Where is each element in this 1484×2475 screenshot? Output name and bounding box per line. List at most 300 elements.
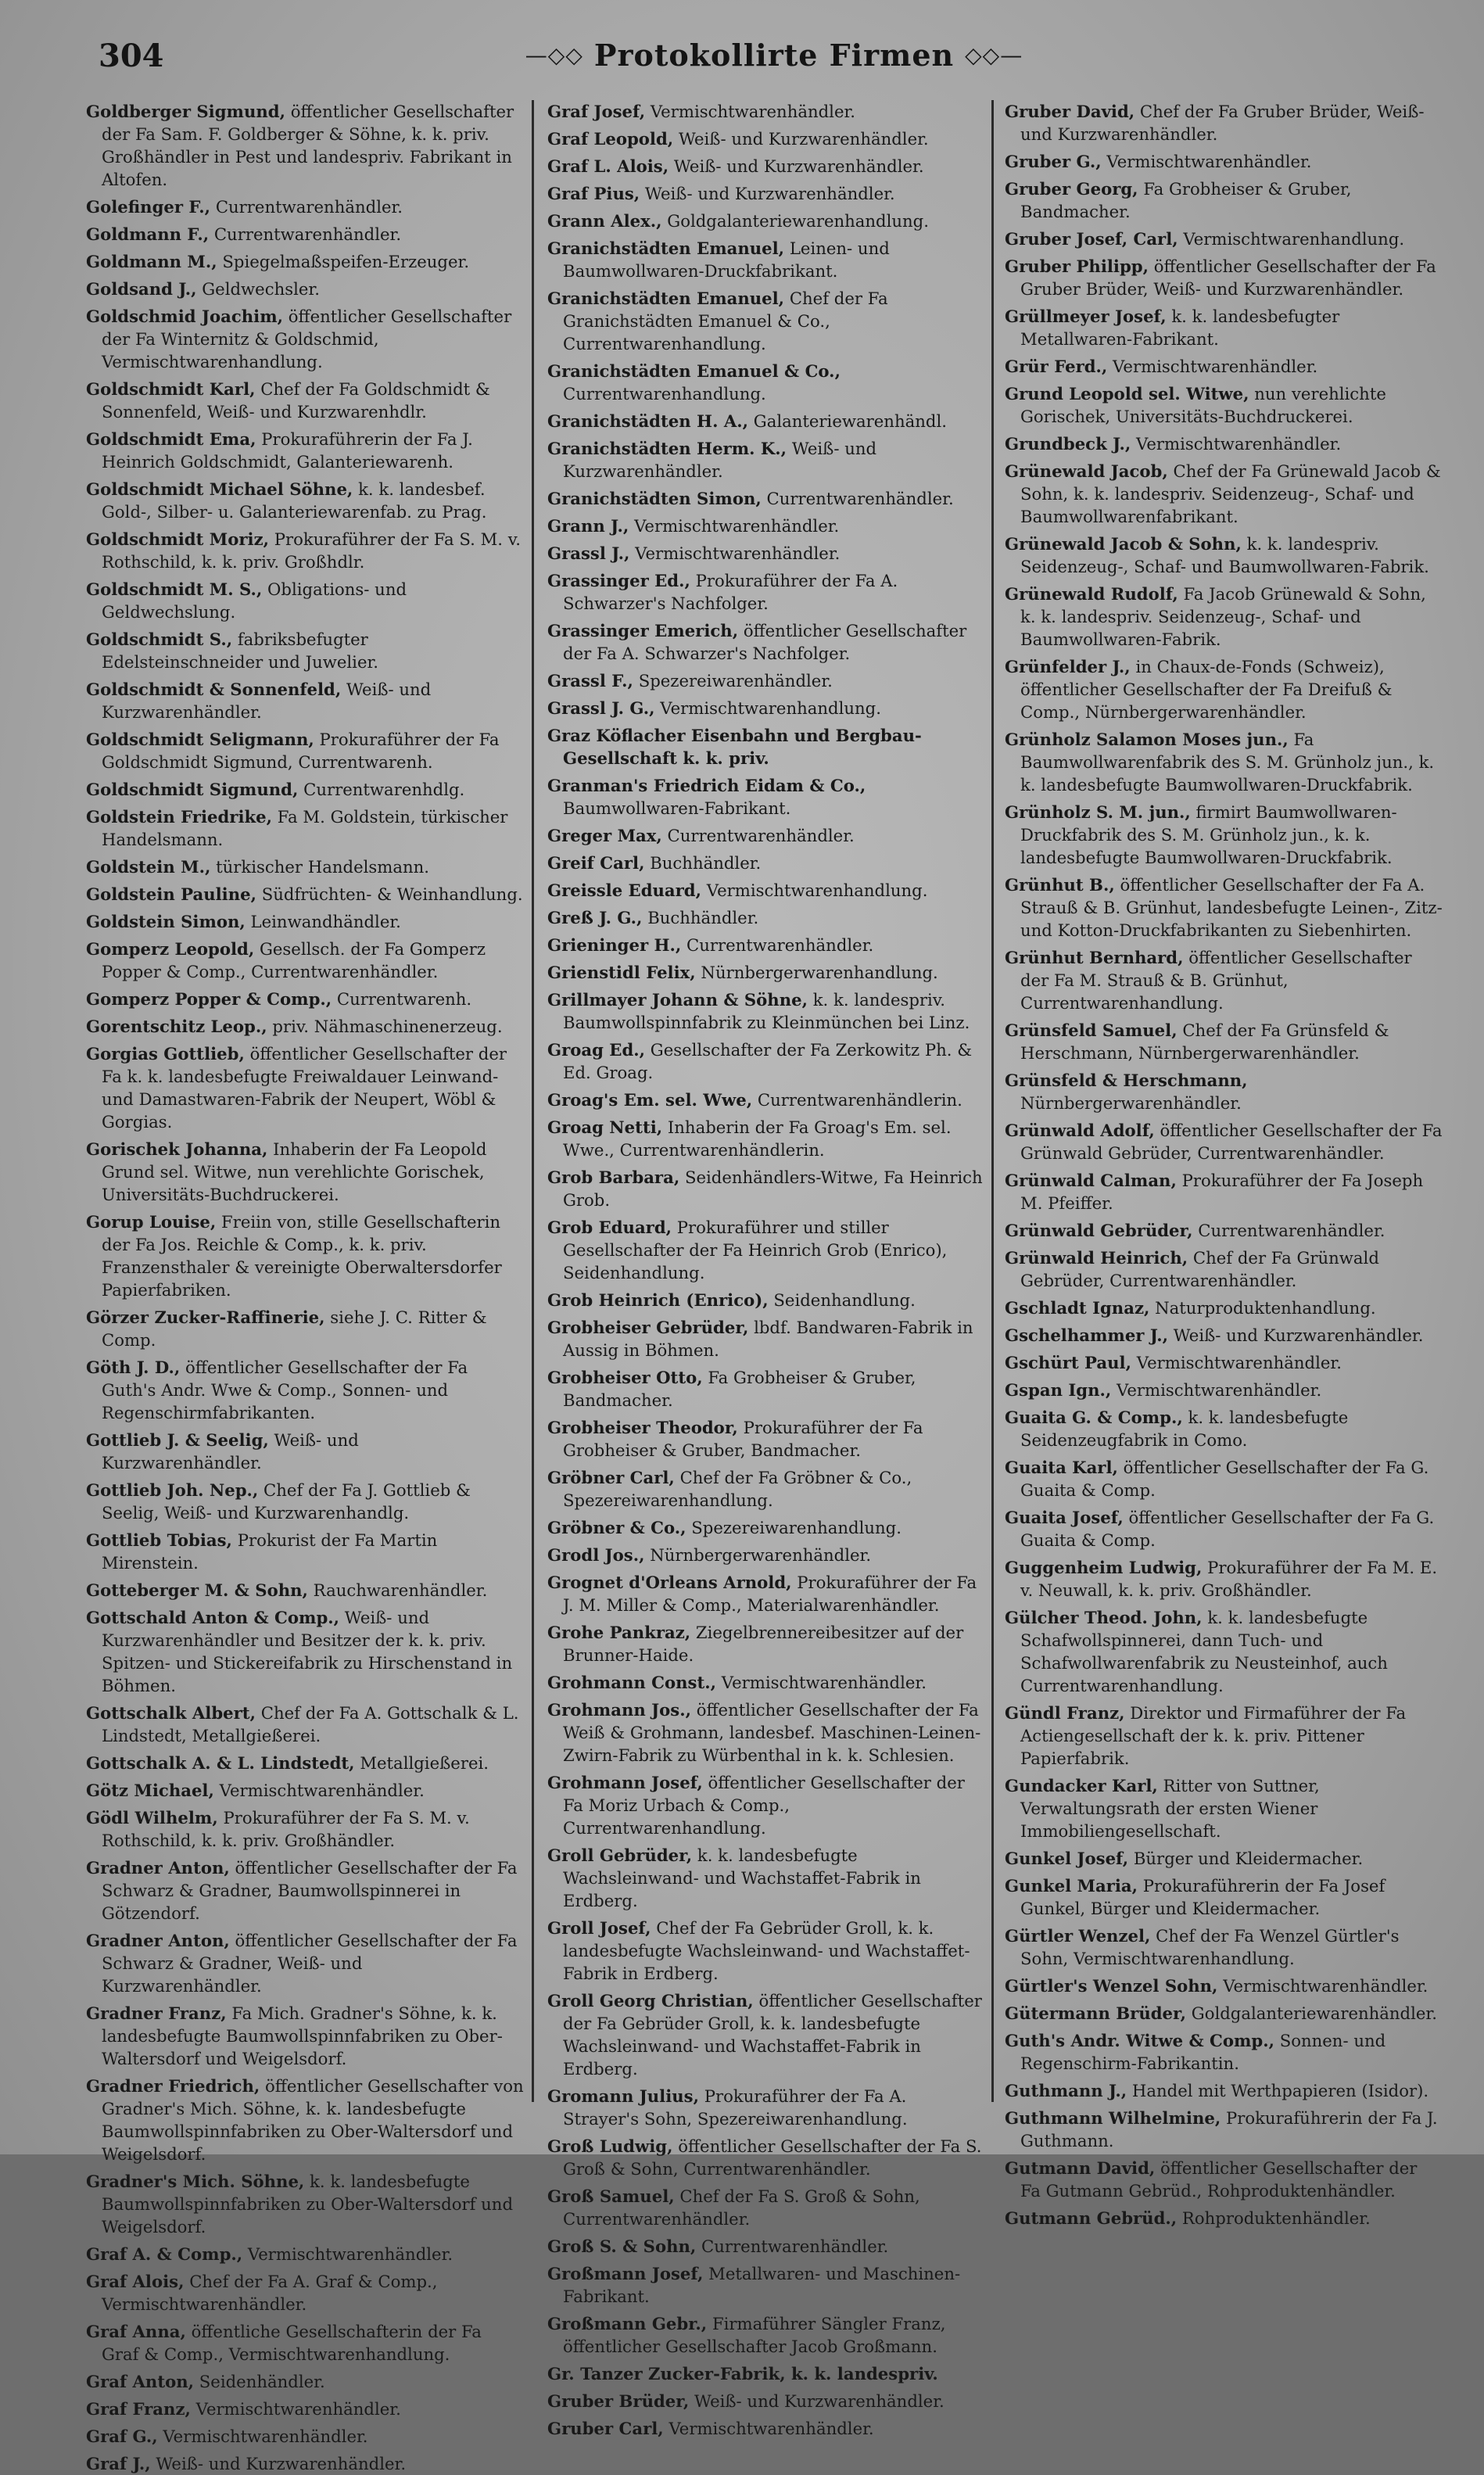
directory-entry <box>86 1479 524 1524</box>
directory-entry <box>86 628 524 673</box>
entry-description: Currentwarenhändler. <box>215 197 403 217</box>
firm-name: Graf G., <box>86 2427 158 2446</box>
directory-entry <box>1005 1456 1443 1501</box>
entry-description: Geldwechsler. <box>202 279 320 299</box>
entry-description: Südfrüchten- & Weinhandlung. <box>261 884 523 904</box>
firm-name: Grieninger H., <box>547 935 682 955</box>
firm-name: Grohmann Jos., <box>547 1700 691 1720</box>
directory-entry <box>547 852 985 874</box>
firm-name: Guaita Karl, <box>1005 1458 1118 1477</box>
directory-entry <box>547 988 985 1034</box>
firm-name: Granichstädten Emanuel & Co., <box>547 361 841 381</box>
firm-name: Großmann Gebr., <box>547 2314 708 2333</box>
firm-name: Groag's Em. sel. Wwe, <box>547 1090 753 1110</box>
directory-entry <box>547 2185 985 2230</box>
directory-entry <box>547 1166 985 1211</box>
firm-name: Greif Carl, <box>547 853 645 873</box>
firm-name: Guthmann J., <box>1005 2081 1127 2100</box>
firm-name: Grünwald Adolf, <box>1005 1121 1155 1140</box>
entry-description: Prokuraführer der Fa S. M. v. Rothschild, k. k. priv. Großhändler. <box>102 1808 470 1850</box>
firm-name: Goldmann F., <box>86 224 210 244</box>
entry-description: Currentwarenhändler. <box>701 2236 889 2256</box>
directory-entry <box>547 906 985 929</box>
directory-entry <box>86 578 524 623</box>
firm-name: Gruber David, <box>1005 102 1135 121</box>
firm-name: Großmann Josef, <box>547 2264 704 2283</box>
entry-description: Prokuraführer der Fa S. M. v. Rothschild, k. k. priv. Großhdlr. <box>102 529 521 572</box>
firm-name: Graf Pius, <box>547 184 640 203</box>
directory-entry <box>547 2135 985 2180</box>
firm-name: Görzer Zucker-Raffinerie, <box>86 1307 325 1327</box>
firm-name: Gottschalk A. & L. Lindstedt, <box>86 1753 355 1773</box>
entry-description: Chef der Fa A. Gottschalk & L. Lindstedt, Metallgießerei. <box>102 1703 519 1745</box>
entry-description: Chef der Fa Grünwald Gebrüder, Currentwarenhändler. <box>1020 1248 1379 1290</box>
entry-description: öffentlicher Gesellschafter der Fa A. Schwarzer's Nachfolger. <box>563 621 967 663</box>
directory-entry <box>86 910 524 933</box>
entry-description: Vermischtwarenhändler. <box>634 516 840 536</box>
directory-entry <box>86 883 524 906</box>
firm-name: Gutmann Gebrüd., <box>1005 2208 1178 2228</box>
firm-name: Grassinger Emerich, <box>547 621 739 640</box>
entry-description: Prokuraführerin der Fa J. Heinrich Goldschmidt, Galanteriewarenh. <box>102 429 473 472</box>
firm-name: Grünhut B., <box>1005 875 1115 895</box>
firm-name: Gottlieb Joh. Nep., <box>86 1480 259 1500</box>
directory-entry <box>1005 1379 1443 1401</box>
firm-name: Gomperz Popper & Comp., <box>86 989 332 1009</box>
entry-description: Gesellschafter der Fa Zerkowitz Ph. & Ed. Groag. <box>563 1040 973 1082</box>
entry-description: Prokuraführer und stiller Gesellschafter der Fa Heinrich Grob (Enrico), Seidenhandlung. <box>563 1218 948 1282</box>
directory-entry <box>547 879 985 902</box>
firm-name: Grillmayer Johann & Söhne, <box>547 990 808 1010</box>
directory-entry <box>86 1606 524 1697</box>
directory-entry <box>86 2398 524 2420</box>
directory-entry <box>1005 1606 1443 1697</box>
firm-name: Gspan Ign., <box>1005 1380 1112 1400</box>
entry-description: Weiß- und Kurzwarenhändler und Besitzer der k. k. priv. Spitzen- und Stickereifabrik zu Hirschenstand in Böhmen. <box>102 1608 513 1695</box>
firm-name: Gradner Anton, <box>86 1931 230 1950</box>
entry-description: k. k. landesbef. Gold-, Silber- u. Galanteriewarenfab. zu Prag. <box>102 479 487 522</box>
directory-entry <box>86 1429 524 1474</box>
entry-description: Leinen- und Baumwollwaren-Druckfabrikant. <box>563 239 890 281</box>
entry-description: öffentlicher Gesellschafter der Fa Weiß & Grohmann, landesbef. Maschinen-Leinen-Zwirn-Fabrik zu Würbenthal in k. k. Schlesien. <box>563 1700 981 1765</box>
entry-description: Chef der Fa Granichstädten Emanuel & Co., Currentwarenhandlung. <box>563 289 888 353</box>
directory-entry <box>1005 1406 1443 1451</box>
directory-entry <box>547 961 985 984</box>
directory-entry <box>86 250 524 273</box>
entry-description: öffentlicher Gesellschafter der Fa Gebrüder Groll, k. k. landesbefugte Wachsleinwand- und Wachstaffet-Fabrik in Erdberg. <box>563 1991 982 2079</box>
firm-name: Granichstädten Emanuel, <box>547 239 785 258</box>
directory-entry <box>86 1806 524 1852</box>
entry-description: Naturproduktenhandlung. <box>1155 1298 1376 1318</box>
directory-entry <box>547 1416 985 1462</box>
entry-description: Chef der Fa Goldschmidt & Sonnenfeld, Weiß- und Kurzwarenhdlr. <box>102 379 490 421</box>
entry-description: Gesellsch. der Fa Gomperz Popper & Comp., Currentwarenhändler. <box>102 939 486 981</box>
entry-description: Weiß- und Kurzwarenhändler. <box>156 2454 407 2473</box>
directory-entry <box>1005 150 1443 173</box>
directory-entry <box>1005 1219 1443 1242</box>
firm-name: Grünwald Gebrüder, <box>1005 1221 1193 1240</box>
entry-description: siehe J. C. Ritter & Comp. <box>102 1307 487 1350</box>
entry-description: Inhaberin der Fa Groag's Em. sel. Wwe., Currentwarenhändlerin. <box>563 1117 952 1160</box>
ornament-right: ◇◇— <box>965 42 1023 68</box>
firm-name: Grünholz Salamon Moses jun., <box>1005 730 1289 749</box>
entry-description: öffentlicher Gesellschafter der Fa Moriz Urbach & Comp., Currentwarenhandlung. <box>563 1773 965 1838</box>
directory-entry <box>547 360 985 405</box>
entry-description: Nürnbergerwarenhandlung. <box>701 963 938 982</box>
directory-entry <box>86 1306 524 1351</box>
directory-entry <box>1005 1975 1443 1997</box>
firm-name: Groag Ed., <box>547 1040 646 1060</box>
entry-description: Goldgalanteriewarenhandlung. <box>667 211 929 231</box>
firm-name: Gülcher Theod. John, <box>1005 1608 1203 1627</box>
entry-description: Vermischtwarenhändler. <box>1136 434 1342 454</box>
directory-entry <box>86 1138 524 1206</box>
firm-name: Goldsand J., <box>86 279 197 299</box>
firm-name: Gütermann Brüder, <box>1005 2003 1187 2023</box>
directory-entry <box>1005 2002 1443 2025</box>
entry-description: Seidenhandlung. <box>773 1290 916 1310</box>
entry-description: öffentlicher Gesellschafter der Fa Sam. F. Goldberger & Söhne, k. k. priv. Großhändler in Pest und landespriv. Fabrikant in Altofen. <box>102 102 514 189</box>
firm-name: Gradner Friedrich, <box>86 2076 260 2096</box>
entry-description: Vermischtwarenhändler. <box>219 1781 425 1800</box>
entry-description: Vermischtwarenhändler. <box>635 543 841 563</box>
entry-description: Currentwarenhdlg. <box>303 780 465 799</box>
directory-entry <box>86 378 524 423</box>
directory-entry <box>1005 1297 1443 1319</box>
directory-entry <box>86 855 524 878</box>
directory-entry <box>547 774 985 820</box>
entry-description: Currentwarenhändler. <box>1198 1221 1385 1240</box>
entry-description: Inhaberin der Fa Leopold Grund sel. Witwe, nun verehlichte Gorischek, Universitäts-Buchdruckerei. <box>102 1139 487 1204</box>
firm-name: Goldschmidt Ema, <box>86 429 256 449</box>
firm-name: Groll Gebrüder, <box>547 1845 693 1865</box>
firm-name: Graz Köflacher Eisenbahn und Bergbau-Gesellschaft k. k. priv. <box>547 726 922 768</box>
firm-name: Goldschmidt Michael Söhne, <box>86 479 353 499</box>
entry-description: Currentwarenhändler. <box>667 826 855 845</box>
directory-entry <box>1005 873 1443 942</box>
firm-name: Gundacker Karl, <box>1005 1776 1158 1795</box>
directory-entry <box>547 1289 985 1311</box>
directory-entry <box>86 778 524 801</box>
firm-name: Grünewald Rudolf, <box>1005 584 1178 604</box>
firm-name: Gruber G., <box>1005 152 1102 171</box>
entry-description: fabriksbefugter Edelsteinschneider und Juwelier. <box>102 630 379 672</box>
entry-description: Weiß- und Kurzwarenhändler. <box>1173 1325 1424 1345</box>
entry-description: Metallgießerei. <box>360 1753 489 1773</box>
directory-entry <box>547 515 985 537</box>
entry-description: Vermischtwarenhändler. <box>650 102 856 121</box>
entry-description: Sonnen- und Regenschirm-Fabrikantin. <box>1020 2031 1386 2073</box>
firm-name: Groag Netti, <box>547 1117 663 1137</box>
directory-entry <box>547 1216 985 1284</box>
directory-entry <box>547 542 985 565</box>
firm-name: Granman's Friedrich Eidam & Co., <box>547 776 866 795</box>
firm-name: Gschürt Paul, <box>1005 1353 1131 1372</box>
entry-description: Goldgalanteriewarenhändler. <box>1191 2003 1437 2023</box>
directory-entry <box>86 2320 524 2366</box>
directory-entry <box>86 2002 524 2070</box>
firm-name: Goldstein Friedrike, <box>86 807 273 827</box>
entry-description: Weiß- und Kurzwarenhändler. <box>673 156 924 176</box>
firm-name: Gunkel Maria, <box>1005 1876 1138 1896</box>
directory-entry <box>547 2390 985 2412</box>
entry-description: Vermischtwarenhändler. <box>195 2399 401 2419</box>
directory-entry <box>1005 1246 1443 1292</box>
firm-name: Grür Ferd., <box>1005 357 1108 376</box>
firm-name: Grassinger Ed., <box>547 571 690 590</box>
entry-description: in Chaux-de-Fonds (Schweiz), öffentlicher Gesellschafter der Fa Dreifuß & Comp., Nürnbergerwarenhändler. <box>1020 657 1393 722</box>
directory-entry <box>547 1771 985 1839</box>
directory-entry <box>86 195 524 218</box>
entry-description: Weiß- und Kurzwarenhändler. <box>102 680 432 722</box>
firm-name: Grüllmeyer Josef, <box>1005 307 1167 326</box>
firm-name: Goldberger Sigmund, <box>86 102 285 121</box>
entry-description: Nürnbergerwarenhändler. <box>1020 1093 1242 1113</box>
firm-name: Grienstidl Felix, <box>547 963 696 982</box>
directory-entry <box>86 2075 524 2165</box>
firm-name: Goldschmidt Seligmann, <box>86 730 314 749</box>
entry-description: Weiß- und Kurzwarenhändler. <box>563 439 877 481</box>
entry-description: Metallwaren- und Maschinen-Fabrikant. <box>563 2264 961 2306</box>
directory-entry <box>547 1116 985 1161</box>
entry-description: öffentliche Gesellschafterin der Fa Graf & Comp., Vermischtwarenhandlung. <box>102 2322 482 2364</box>
directory-entry <box>1005 1324 1443 1347</box>
directory-entry <box>1005 255 1443 300</box>
directory-entry <box>547 1917 985 1985</box>
entry-description: Vermischtwarenhändler. <box>1136 1353 1342 1372</box>
directory-entry <box>547 934 985 956</box>
firm-name: Graf Josef, <box>547 102 646 121</box>
firm-name: Gödl Wilhelm, <box>86 1808 218 1828</box>
firm-name: Grünfelder J., <box>1005 657 1131 676</box>
firm-name: Grünwald Heinrich, <box>1005 1248 1188 1268</box>
directory-entry <box>547 1516 985 1539</box>
directory-entry <box>547 410 985 432</box>
firm-name: Goldschmidt & Sonnenfeld, <box>86 680 342 699</box>
entry-description: k. k. landespriv. Baumwollspinnfabrik zu Kleinmünchen bei Linz. <box>563 990 970 1032</box>
directory-entry <box>547 487 985 510</box>
firm-name: Goldstein Pauline, <box>86 884 256 904</box>
entry-description: Chef der Fa Gröbner & Co., Spezereiwarenhandlung. <box>563 1468 912 1510</box>
directory-entry <box>86 1752 524 1774</box>
directory-entry <box>86 223 524 246</box>
firm-name: Gottlieb Tobias, <box>86 1530 232 1550</box>
directory-entry <box>86 1779 524 1802</box>
firm-name: Gorischek Johanna, <box>86 1139 268 1159</box>
entry-description: öffentlicher Gesellschafter der Fa G. Guaita & Comp. <box>1020 1458 1429 1500</box>
firm-name: Greß J. G., <box>547 908 643 927</box>
directory-entry <box>86 1211 524 1301</box>
directory-entry <box>86 2370 524 2393</box>
firm-name: Grobheiser Gebrüder, <box>547 1318 749 1337</box>
page-number: 304 <box>99 38 164 74</box>
entry-description: Currentwarenhändler. <box>213 224 402 244</box>
entry-description: öffentlicher Gesellschafter der Fa Schwarz & Gradner, Weiß- und Kurzwarenhändler. <box>102 1931 518 1996</box>
entry-description: Vermischtwarenhändler. <box>1113 357 1318 376</box>
entry-description: Prokuraführer der Fa Goldschmidt Sigmund, Currentwarenh. <box>102 730 500 772</box>
entry-description: öffentlicher Gesellschafter der Fa S. Groß & Sohn, Currentwarenhändler. <box>563 2136 982 2179</box>
directory-entry <box>86 1579 524 1602</box>
entry-description: Currentwarenhändler. <box>686 935 874 955</box>
entry-description: Prokuraführer der Fa Grobheiser & Gruber, Bandmacher. <box>563 1418 923 1460</box>
directory-entry <box>86 478 524 523</box>
firm-name: Grassl J. G., <box>547 698 655 718</box>
directory-entry <box>547 237 985 282</box>
firm-name: Goldschmidt M. S., <box>86 579 263 599</box>
directory-entry <box>547 697 985 719</box>
entry-description: Vermischtwarenhändler. <box>163 2427 368 2446</box>
directory-entry <box>86 1702 524 1747</box>
firm-name: Groll Josef, <box>547 1918 651 1938</box>
directory-entry <box>547 2312 985 2358</box>
firm-name: Goldschmidt S., <box>86 630 233 649</box>
directory-entry <box>547 2085 985 2130</box>
directory-entry <box>547 287 985 355</box>
directory-entry <box>547 1466 985 1512</box>
entry-description: Chef der Fa Wenzel Gürtler's Sohn, Vermischtwarenhandlung. <box>1020 1926 1400 1968</box>
column-left <box>86 100 524 2473</box>
firm-name: Grünhut Bernhard, <box>1005 948 1184 967</box>
directory-entry <box>1005 432 1443 455</box>
firm-name: Gröbner & Co., <box>547 1518 686 1537</box>
directory-entry <box>86 1356 524 1424</box>
entry-description: Rauchwarenhändler. <box>313 1580 488 1600</box>
directory-entry <box>1005 583 1443 651</box>
directory-entry <box>1005 2029 1443 2075</box>
entry-description: Prokuraführer der Fa M. E. v. Neuwall, k. k. priv. Großhändler. <box>1020 1558 1438 1600</box>
firm-name: Guaita G. & Comp., <box>1005 1408 1183 1427</box>
directory-entry <box>1005 178 1443 223</box>
directory-entry <box>1005 355 1443 378</box>
entry-description: Fa Grobheiser & Gruber, Bandmacher. <box>1020 179 1352 221</box>
firm-name: Graf Anna, <box>86 2322 186 2341</box>
directory-entry <box>547 2235 985 2258</box>
firm-name: Gomperz Leopold, <box>86 939 255 959</box>
firm-name: Gottschalk Albert, <box>86 1703 256 1723</box>
firm-name: Greger Max, <box>547 826 662 845</box>
firm-name: Grohmann Josef, <box>547 1773 703 1792</box>
directory-entry <box>1005 1351 1443 1374</box>
firm-name: Guth's Andr. Witwe & Comp., <box>1005 2031 1274 2050</box>
entry-description: öffentlicher Gesellschafter der Fa M. Strauß & B. Grünhut, Currentwarenhandlung. <box>1020 948 1412 1013</box>
firm-name: Gürtler's Wenzel Sohn, <box>1005 1976 1218 1996</box>
directory-entry <box>1005 2107 1443 2152</box>
firm-name: Goldschmidt Karl, <box>86 379 256 399</box>
entry-description: Vermischtwarenhändler. <box>1106 152 1312 171</box>
directory-entry <box>86 428 524 473</box>
directory-entry <box>1005 655 1443 723</box>
directory-entry <box>1005 946 1443 1014</box>
directory-entry <box>86 805 524 851</box>
directory-entry <box>1005 1874 1443 1920</box>
directory-entry <box>547 1698 985 1767</box>
firm-name: Gunkel Josef, <box>1005 1849 1129 1868</box>
firm-name: Graf Leopold, <box>547 129 674 149</box>
directory-entry <box>86 2452 524 2475</box>
firm-name: Goldmann M., <box>86 252 217 271</box>
entry-description: Prokurist der Fa Martin Mirenstein. <box>102 1530 438 1573</box>
directory-entry <box>1005 305 1443 350</box>
directory-entry <box>547 2362 985 2385</box>
entry-description: Weiß- und Kurzwarenhändler. <box>644 184 895 203</box>
directory-entry <box>1005 1506 1443 1551</box>
entry-description: öffentlicher Gesellschafter der Fa k. k. landesbefugte Freiwaldauer Leinwand- und Damastwaren-Fabrik der Neupert, Wöbl & Gorgias. <box>102 1044 507 1132</box>
firm-name: Graf Alois, <box>86 2272 185 2291</box>
directory-entry <box>547 1366 985 1411</box>
entry-description: Seidenhändlers-Witwe, Fa Heinrich Grob. <box>563 1168 983 1210</box>
firm-name: Gutmann David, <box>1005 2158 1156 2178</box>
firm-name: Grünsfeld Samuel, <box>1005 1020 1178 1040</box>
firm-name: Grohmann Const., <box>547 1673 716 1692</box>
entry-description: Prokuraführerin der Fa Josef Gunkel, Bürger und Kleidermacher. <box>1020 1876 1385 1918</box>
directory-entry <box>547 1621 985 1666</box>
directory-entry <box>547 1671 985 1694</box>
directory-entry <box>1005 382 1443 428</box>
firm-name: Graf Anton, <box>86 2372 195 2391</box>
entry-description: öffentlicher Gesellschafter der Fa G. Guaita & Comp. <box>1020 1508 1435 1550</box>
firm-name: Gromann Julius, <box>547 2086 699 2106</box>
directory-entry <box>547 127 985 150</box>
firm-name: Gradner Franz, <box>86 2003 227 2023</box>
entry-description: Spiegelmaßspeifen-Erzeuger. <box>222 252 470 271</box>
firm-name: Granichstädten H. A., <box>547 411 749 431</box>
firm-name: Gradner's Mich. Söhne, <box>86 2172 305 2191</box>
entry-description: lbdf. Bandwaren-Fabrik in Aussig in Böhmen. <box>563 1318 973 1360</box>
directory-entry <box>547 824 985 847</box>
entry-description: Fa Baumwollwarenfabrik des S. M. Grünholz jun., k. k. landesbefugte Baumwollwaren-Druckfabrik. <box>1020 730 1435 795</box>
firm-name: Gradner Anton, <box>86 1858 230 1878</box>
directory-entry <box>1005 2079 1443 2102</box>
directory-entry <box>1005 2207 1443 2229</box>
firm-name: Gündl Franz, <box>1005 1703 1125 1723</box>
directory-entry <box>547 1089 985 1111</box>
firm-name: Gr. Tanzer Zucker-Fabrik, k. k. landespriv. <box>547 2364 938 2384</box>
directory-entry <box>547 155 985 178</box>
firm-name: Groß Ludwig, <box>547 2136 673 2156</box>
firm-name: Graf J., <box>86 2454 151 2473</box>
firm-name: Grünewald Jacob & Sohn, <box>1005 534 1242 554</box>
entry-description: Firmaführer Sängler Franz, öffentlicher Gesellschafter Jacob Großmann. <box>563 2314 946 2356</box>
entry-description: Currentwarenhändler. <box>766 489 954 508</box>
directory-entry <box>547 1989 985 2080</box>
firm-name: Graf L. Alois, <box>547 156 669 176</box>
firm-name: Grohe Pankraz, <box>547 1623 691 1642</box>
page-header <box>94 31 1454 86</box>
firm-name: Grob Heinrich (Enrico), <box>547 1290 769 1310</box>
entry-description: Fa Jacob Grünewald & Sohn, k. k. landespriv. Seidenzeug-, Schaf- und Baumwollwaren-Fabrik. <box>1020 584 1426 649</box>
entry-description: öffentlicher Gesellschafter der Fa A. Strauß & B. Grünhut, landesbefugte Leinen-, Zitz- und Kotton-Druckfabrikanten zu Siebenhirten. <box>1020 875 1443 940</box>
firm-name: Grann J., <box>547 516 629 536</box>
directory-entry <box>86 938 524 983</box>
directory-entry <box>86 2170 524 2238</box>
firm-name: Gschelhammer J., <box>1005 1325 1168 1345</box>
entry-description: Baumwollwaren-Fabrikant. <box>563 798 791 818</box>
column-divider <box>532 100 534 2102</box>
firm-name: Gorentschitz Leop., <box>86 1017 267 1036</box>
directory-entry <box>547 1544 985 1566</box>
directory-entry <box>547 100 985 123</box>
firm-name: Grassl F., <box>547 671 633 690</box>
entry-description: Weiß- und Kurzwarenhändler. <box>102 1430 359 1472</box>
entry-description: Rohproduktenhändler. <box>1181 2208 1371 2228</box>
firm-name: Groß Samuel, <box>547 2186 675 2206</box>
directory-entry <box>86 305 524 373</box>
entry-description: priv. Nähmaschinenerzeug. <box>272 1017 503 1036</box>
entry-description: Buchhändler. <box>650 853 762 873</box>
entry-description: Leinwandhändler. <box>250 912 401 931</box>
entry-description: Galanteriewarenhändl. <box>753 411 947 431</box>
entry-description: Prokuraführer der Fa Joseph M. Pfeiffer. <box>1020 1171 1424 1213</box>
